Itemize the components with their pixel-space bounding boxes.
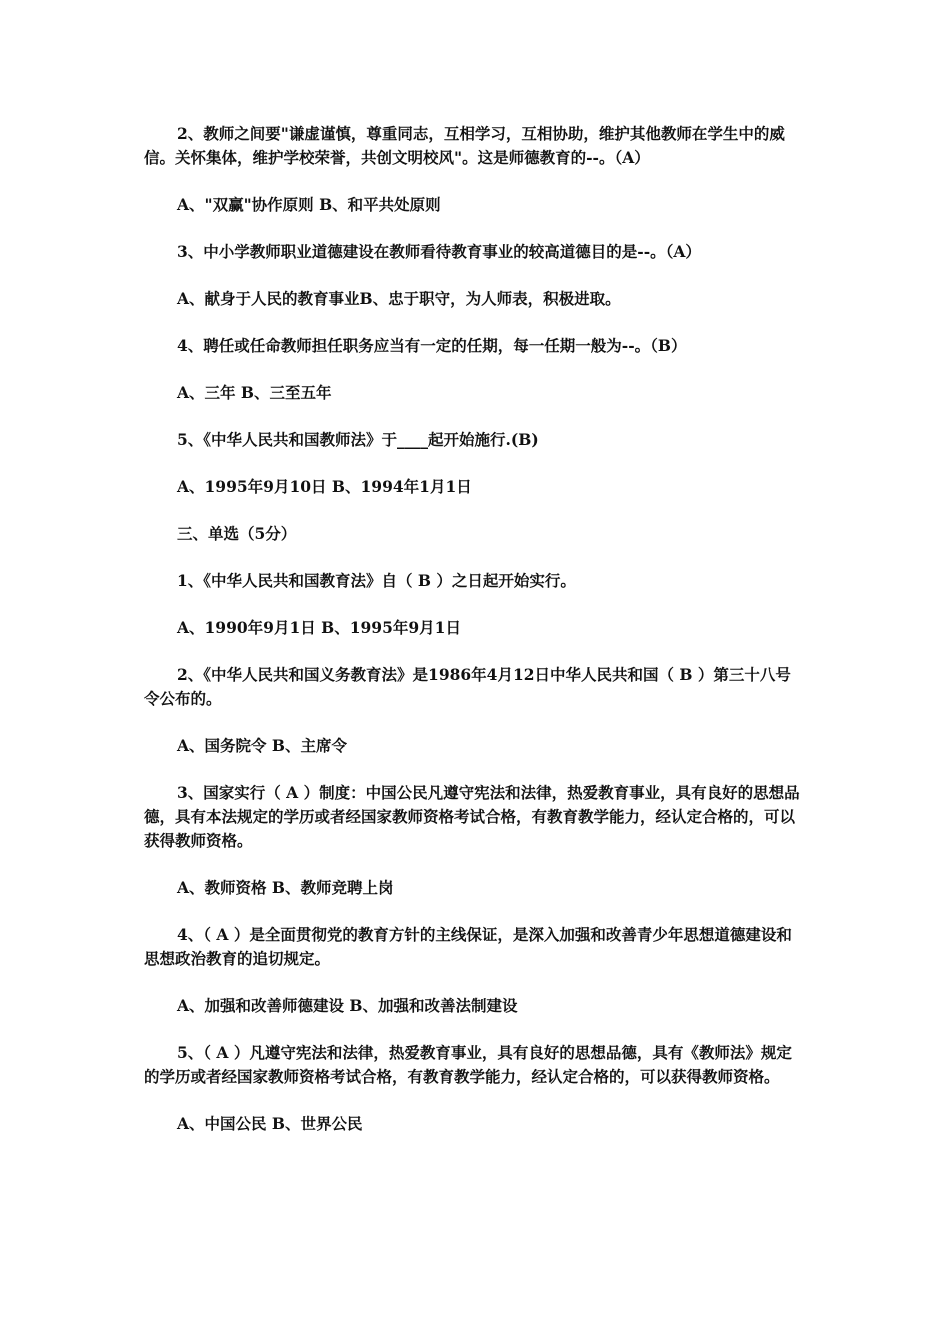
options-question-2: A、"双赢"协作原则 B、和平共处原则 xyxy=(177,195,441,214)
sc-question-3-qualification-system: 3、国家实行（ A ）制度：中国公民凡遵守宪法和法律，热爱教育事业，具有良好的思想品德，具有本法规定的学历或者经国家教师资格考试合格，有教育教学能力，经认定合格的，可以获得教师资格。 xyxy=(144,783,800,850)
question-2-teacher-relations: 2、教师之间要"谦虚谨慎，尊重同志，互相学习，互相协助，维护其他教师在学生中的威信。关怀集体，维护学校荣誉，共创文明校风"。这是师德教育的--。（A） xyxy=(144,124,785,167)
sc-question-2-compulsory-education-law: 2、《中华人民共和国义务教育法》是1986年4月12日中华人民共和国（ B ）第三十八号令公布的。 xyxy=(144,665,791,708)
sc-question-1-education-law: 1、《中华人民共和国教育法》自（ B ）之日起开始实行。 xyxy=(177,571,576,590)
question-3-moral-goal: 3、中小学教师职业道德建设在教师看待教育事业的较高道德目的是--。（A） xyxy=(177,242,701,261)
sc-question-5-citizens: 5、（ A ）凡遵守宪法和法律，热爱教育事业，具有良好的思想品德，具有《教师法》规定的学历或者经国家教师资格考试合格，有教育教学能力，经认定合格的，可以获得教师资格。 xyxy=(144,1043,792,1086)
options-question-3: A、献身于人民的教育事业B、忠于职守，为人师表，积极进取。 xyxy=(177,289,621,308)
document-body xyxy=(144,122,804,1159)
options-question-4: A、三年 B、三至五年 xyxy=(177,383,332,402)
sc-options-2: A、国务院令 B、主席令 xyxy=(177,736,348,755)
sc-options-3: A、教师资格 B、教师竞聘上岗 xyxy=(177,878,394,897)
sc-question-4-ethics-building: 4、（ A ）是全面贯彻党的教育方针的主线保证，是深入加强和改善青少年思想道德建设和思想政治教育的追切规定。 xyxy=(144,925,792,968)
section-heading-single-choice: 三、单选（5分） xyxy=(177,524,297,543)
question-4-term-of-office: 4、聘任或任命教师担任职务应当有一定的任期，每一任期一般为--。（B） xyxy=(177,336,687,355)
sc-options-4: A、加强和改善师德建设 B、加强和改善法制建设 xyxy=(177,996,518,1015)
sc-options-1: A、1990年9月1日 B、1995年9月1日 xyxy=(177,618,461,637)
sc-options-5: A、中国公民 B、世界公民 xyxy=(177,1114,363,1133)
options-question-5: A、1995年9月10日 B、1994年1月1日 xyxy=(177,477,472,496)
question-5-teacher-law-date: 5、《中华人民共和国教师法》于____起开始施行.(B) xyxy=(177,430,539,449)
